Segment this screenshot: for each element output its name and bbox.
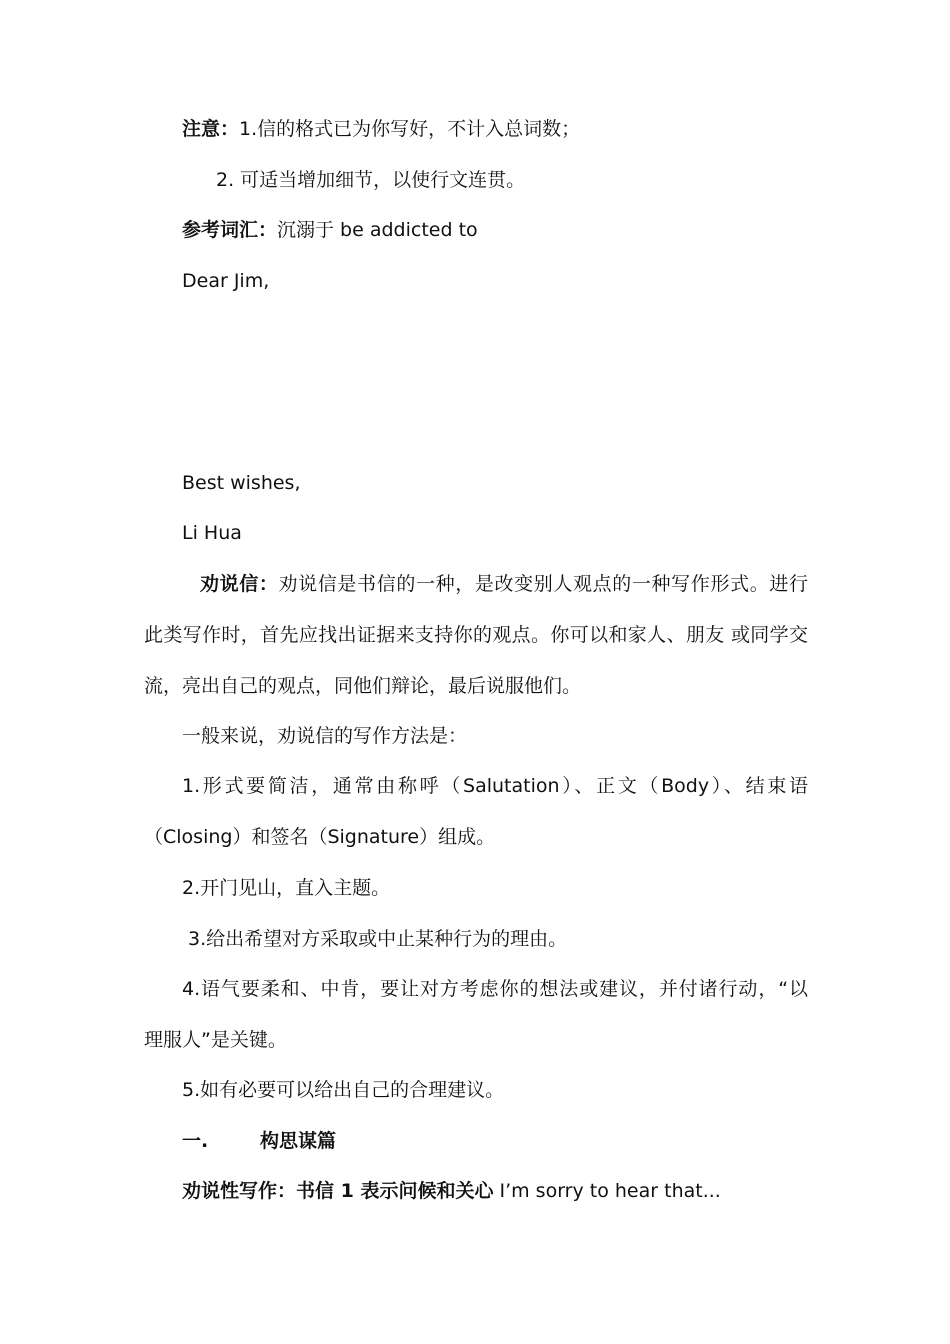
intro-line-3: 流，亮出自己的观点，同他们辩论，最后说服他们。 xyxy=(144,675,582,697)
vocab-text: 沉溺于 be addicted to xyxy=(277,219,478,241)
writing-label: 劝说性写作：书信 1 表示问候和关心 xyxy=(182,1180,494,1202)
methods-heading: 一般来说，劝说信的写作方法是： xyxy=(182,725,468,747)
notes-item-1: 1.信的格式已为你写好，不计入总词数； xyxy=(239,118,581,140)
intro-line-2: 此类写作时，首先应找出证据来支持你的观点。你可以和家人、朋友 或同学交 xyxy=(144,624,808,646)
section-number: 一. xyxy=(182,1130,209,1152)
section-title: 构思谋篇 xyxy=(260,1130,337,1152)
intro-line-1: 劝说信是书信的一种，是改变别人观点的一种写作形式。进行 xyxy=(278,573,808,595)
letter-signature: Li Hua xyxy=(182,522,242,544)
method-1 xyxy=(144,773,808,875)
letter-closing: Best wishes, xyxy=(182,472,301,494)
notes-label: 注意： xyxy=(182,118,240,140)
method-4 xyxy=(144,976,808,1078)
notes-item-2: 2. 可适当增加细节，以使行文连贯。 xyxy=(216,169,526,191)
method-4-line-2: 理服人”是关键。 xyxy=(144,1029,287,1051)
vocab-label: 参考词汇： xyxy=(182,219,278,241)
intro-label: 劝说信： xyxy=(200,573,279,595)
letter-greeting: Dear Jim, xyxy=(182,270,270,292)
method-2: 2.开门见山，直入主题。 xyxy=(182,877,391,899)
method-1-line-1: 1.形式要简洁，通常由称呼（Salutation）、正文（Body）、结束语 xyxy=(182,775,808,797)
method-1-line-2: （Closing）和签名（Signature）组成。 xyxy=(144,826,496,848)
method-3: 3.给出希望对方采取或中止某种行为的理由。 xyxy=(188,928,568,950)
method-5: 5.如有必要可以给出自己的合理建议。 xyxy=(182,1079,505,1101)
intro-row-1 xyxy=(144,571,808,622)
method-4-line-1: 4.语气要柔和、中肯，要让对方考虑你的想法或建议，并付诸行动，“以 xyxy=(182,978,808,1000)
intro-paragraph xyxy=(144,571,808,724)
writing-text: I’m sorry to hear that... xyxy=(493,1180,721,1202)
vocab-line xyxy=(182,217,478,243)
writing-line xyxy=(182,1178,721,1204)
notes-line-1 xyxy=(182,116,580,142)
